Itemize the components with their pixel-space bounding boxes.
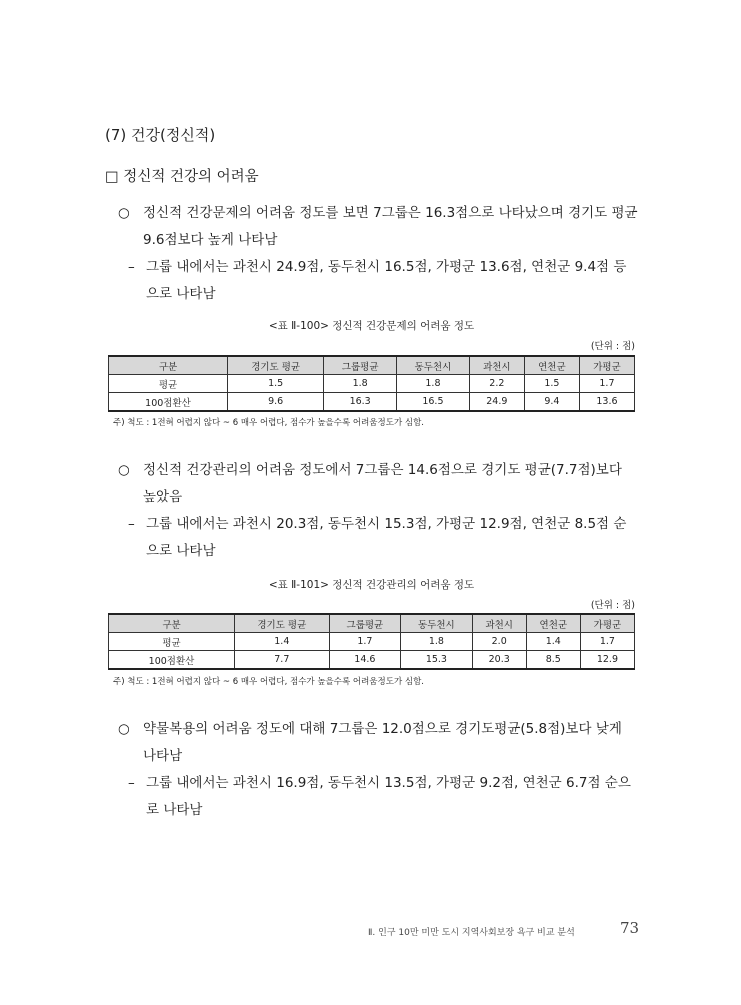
bullet-circle: ○ [118, 721, 130, 737]
header-cell: 동두천시 [397, 356, 470, 375]
table-cell: 1.4 [235, 633, 330, 651]
table-cell: 13.6 [579, 393, 634, 412]
table-cell: 9.6 [228, 393, 324, 412]
paragraph-3 [118, 716, 638, 770]
table-cell: 15.3 [401, 651, 473, 670]
data-table-1 [108, 355, 635, 412]
bullet-dash: – [128, 775, 135, 791]
bullet-dash: – [128, 516, 135, 532]
table-cell: 1.4 [526, 633, 580, 651]
row-label: 100점환산 [109, 393, 228, 412]
table-cell: 7.7 [235, 651, 330, 670]
subsection-title: □ 정신적 건강의 어려움 [105, 169, 259, 185]
page-footer: Ⅱ. 인구 10만 미만 도시 지역사회보장 욕구 비교 분석 [368, 928, 575, 938]
sub-item-1 [128, 254, 638, 308]
table-header-row [109, 614, 635, 633]
table-cell: 1.7 [329, 633, 401, 651]
bullet-dash: – [128, 259, 135, 275]
table-unit-1: (단위 : 점) [590, 341, 635, 352]
table-note-2: 주) 척도 : 1전혀 어렵지 않다 ~ 6 매우 어렵다, 점수가 높을수록 어려움정도가 심함. [113, 677, 424, 687]
table-cell: 16.5 [397, 393, 470, 412]
table-cell: 9.4 [524, 393, 579, 412]
table-cell: 2.0 [472, 633, 526, 651]
table-cell: 2.2 [469, 375, 524, 393]
table-cell: 1.5 [524, 375, 579, 393]
header-cell: 구분 [109, 356, 228, 375]
header-cell: 연천군 [524, 356, 579, 375]
table-note-1: 주) 척도 : 1전혀 어렵지 않다 ~ 6 매우 어렵다, 점수가 높을수록 어려움정도가 심함. [113, 418, 424, 428]
row-label: 평균 [109, 375, 228, 393]
row-label: 평균 [109, 633, 235, 651]
table-cell: 1.8 [324, 375, 397, 393]
table-row [109, 651, 635, 670]
header-cell: 가평군 [580, 614, 634, 633]
header-cell: 그룹평균 [329, 614, 401, 633]
table-cell: 14.6 [329, 651, 401, 670]
sub-item-text: 그룹 내에서는 과천시 24.9점, 동두천시 16.5점, 가평군 13.6점, 연천군 9.4점 등으로 나타남 [146, 259, 627, 302]
table-cell: 1.5 [228, 375, 324, 393]
sub-item-3 [128, 770, 638, 824]
paragraph-text: 약물복용의 어려움 정도에 대해 7그룹은 12.0점으로 경기도평균(5.8점)보다 낮게 나타남 [143, 721, 622, 764]
header-cell: 구분 [109, 614, 235, 633]
bullet-circle: ○ [118, 205, 130, 221]
table-cell: 24.9 [469, 393, 524, 412]
header-cell: 그룹평균 [324, 356, 397, 375]
header-cell: 경기도 평균 [235, 614, 330, 633]
paragraph-2 [118, 457, 638, 511]
table-cell: 12.9 [580, 651, 634, 670]
bullet-circle: ○ [118, 462, 130, 478]
sub-item-text: 그룹 내에서는 과천시 20.3점, 동두천시 15.3점, 가평군 12.9점, 연천군 8.5점 순으로 나타남 [146, 516, 627, 559]
header-cell: 가평군 [579, 356, 634, 375]
table-cell: 1.8 [397, 375, 470, 393]
table-cell: 1.7 [579, 375, 634, 393]
table-caption-1: <표 Ⅱ-100> 정신적 건강문제의 어려움 정도 [268, 320, 475, 332]
data-table-2 [108, 613, 635, 670]
header-cell: 연천군 [526, 614, 580, 633]
header-cell: 경기도 평균 [228, 356, 324, 375]
paragraph-text: 정신적 건강관리의 어려움 정도에서 7그룹은 14.6점으로 경기도 평균(7.7점)보다 높았음 [143, 462, 622, 505]
table-caption-2: <표 Ⅱ-101> 정신적 건강관리의 어려움 정도 [268, 579, 475, 591]
table-cell: 20.3 [472, 651, 526, 670]
table-cell: 8.5 [526, 651, 580, 670]
table-unit-2: (단위 : 점) [590, 600, 635, 611]
row-label: 100점환산 [109, 651, 235, 670]
header-cell: 과천시 [472, 614, 526, 633]
table-row [109, 393, 635, 412]
header-cell: 동두천시 [401, 614, 473, 633]
page-number: 73 [620, 919, 640, 937]
table-row [109, 375, 635, 393]
table-row [109, 633, 635, 651]
sub-item-2 [128, 511, 638, 565]
section-title: (7) 건강(정신적) [105, 126, 216, 144]
sub-item-text: 그룹 내에서는 과천시 16.9점, 동두천시 13.5점, 가평군 9.2점, 연천군 6.7점 순으로 나타남 [146, 775, 631, 818]
table-header-row [109, 356, 635, 375]
table-cell: 1.7 [580, 633, 634, 651]
paragraph-1 [118, 200, 638, 254]
table-cell: 16.3 [324, 393, 397, 412]
header-cell: 과천시 [469, 356, 524, 375]
paragraph-text: 정신적 건강문제의 어려움 정도를 보면 7그룹은 16.3점으로 나타났으며 경기도 평균 9.6점보다 높게 나타남 [143, 205, 638, 248]
table-cell: 1.8 [401, 633, 473, 651]
